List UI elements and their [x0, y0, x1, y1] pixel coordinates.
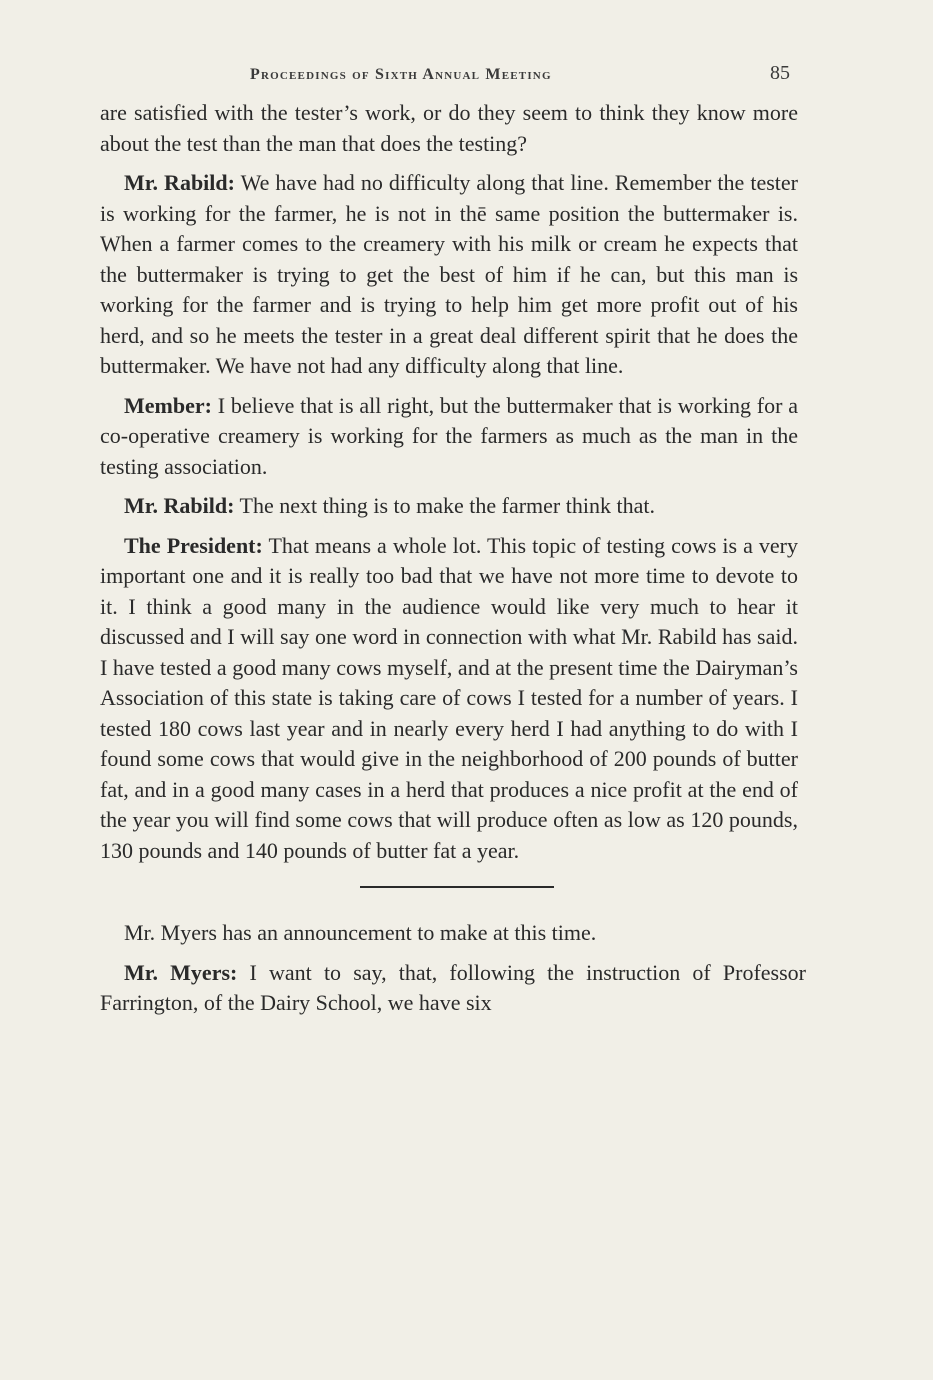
paragraph-text: That means a whole lot. This topic of testing cows is a very important one and it is really too bad that we have not more time to devote to it. I think a good many in the audience would like very much to hear it discussed and I will say one word in connection with what Mr. Rabild has said. I have tested a good many cows myself, and at the present time the Dairyman’s Association of this state is taking care of cows I tested for a number of years. I tested 180 cows last year and in nearly every herd I had anything to do with I found some cows that would give in the neighborhood of 200 pounds of butter fat, and in a good many cases in a herd that produces a nice profit at the end of the year you will find some cows that will produce often as low as 120 pounds, 130 pounds and 140 pounds of butter fat a year. — [100, 532, 799, 863]
speaker-label: Member: — [124, 392, 212, 418]
paragraph-text: Mr. Myers has an announcement to make at this time. — [124, 920, 597, 945]
section-divider — [360, 886, 554, 888]
paragraph — [100, 918, 806, 949]
paragraph-text: I want to say, that, following the instruction of Professor Farrington, of the Dairy School, we have six — [100, 959, 807, 1015]
paragraph — [100, 958, 806, 1019]
paragraph — [100, 531, 798, 867]
paragraph — [100, 168, 798, 382]
paragraph — [100, 391, 798, 483]
paragraph — [100, 491, 798, 522]
body-text — [100, 98, 807, 1028]
paragraph-text: We have had no difficulty along that line. Remember the tester is working for the farmer, he is not in thē same position the buttermaker is. When a farmer comes to the creamery with his milk or cream he expects that the buttermaker is trying to get the best of him if he can, but this man is working for the farmer and is trying to help him get more profit out of his herd, and so he meets the tester in a great deal different spirit that he does the buttermaker. We have not had any difficulty along that line. — [100, 170, 798, 378]
header-title: Proceedings of Sixth Annual Meeting — [250, 66, 552, 83]
speaker-label: Mr. Myers: — [124, 959, 238, 985]
paragraph-text: are satisfied with the tester’s work, or do they seem to think they know more about the test than the man that does the testing? — [100, 100, 798, 156]
paragraph — [100, 98, 798, 159]
lower-section — [100, 918, 807, 1019]
paragraph-text: I believe that is all right, but the buttermaker that is working for a co-operative creamery is working for the farmers as much as the man in the testing association. — [100, 392, 799, 479]
speaker-label: The President: — [124, 532, 263, 558]
running-header — [250, 62, 790, 85]
page-number: 85 — [770, 62, 790, 84]
speaker-label: Mr. Rabild: — [124, 493, 235, 518]
paragraph-text: The next thing is to make the farmer think that. — [239, 493, 655, 518]
speaker-label: Mr. Rabild: — [124, 170, 235, 195]
